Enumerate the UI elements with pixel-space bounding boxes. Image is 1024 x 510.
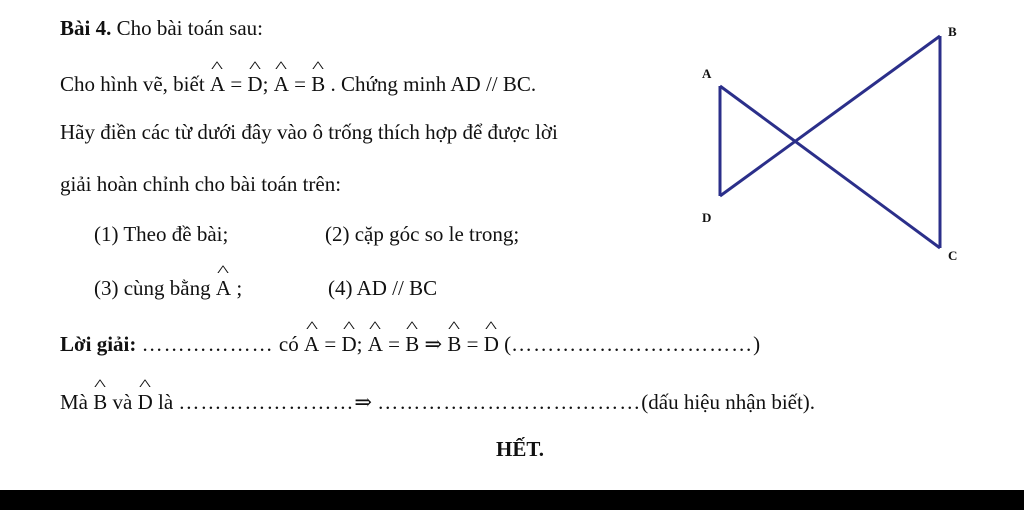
angle-b: ^ B <box>311 72 325 97</box>
problem-title-text: Cho bài toán sau: <box>116 16 263 40</box>
va-word: và <box>112 390 133 414</box>
bottom-bar <box>0 490 1024 510</box>
given-line <box>60 72 536 97</box>
option-3 <box>94 276 242 301</box>
equals-sign-2: = <box>294 72 306 96</box>
ma-word: Mà <box>60 390 88 414</box>
sol-angle-b: ^ B <box>405 332 419 357</box>
solution-end: (dấu hiệu nhận biết). <box>641 390 816 414</box>
option-3-suffix: ; <box>236 276 243 300</box>
solution-line-2 <box>60 390 815 415</box>
figure-segment-a-c <box>720 86 940 248</box>
sol2-angle-b: ^ B <box>93 390 107 415</box>
blank-4: ……………………………… <box>377 390 642 414</box>
blank-2: …………………………… <box>511 332 754 356</box>
label-b: B <box>948 24 957 39</box>
sol-angle-d-2: ^ D <box>484 332 499 357</box>
given-prefix: Cho hình vẽ, biết <box>60 72 205 96</box>
given-suffix: . Chứng minh AD // BC. <box>330 72 537 96</box>
instruction-line-1: Hãy điền các từ dưới đây vào ô trống thích hợp để được lời <box>60 120 558 144</box>
problem-number: Bài 4. <box>60 16 112 40</box>
option-2: (2) cặp góc so le trong; <box>325 222 520 246</box>
blank-1: ……………… <box>141 332 274 356</box>
label-c: C <box>948 248 958 263</box>
equals-sign: = <box>230 72 243 96</box>
instruction-line-2: giải hoàn chỉnh cho bài toán trên: <box>60 172 342 196</box>
option-1: (1) Theo đề bài; <box>94 222 229 246</box>
paren-close: ) <box>753 332 761 356</box>
sol-angle-a: ^ A <box>304 332 319 357</box>
sol-angle-d: ^ D <box>341 332 356 357</box>
sol2-angle-d: ^ D <box>138 390 153 415</box>
angle-a-2: ^ A <box>274 72 289 97</box>
sol-eq-3: = <box>466 332 479 356</box>
co-word: có <box>278 332 299 356</box>
option-4: (4) AD // BC <box>328 276 438 300</box>
sol-angle-b-2: ^ B <box>447 332 461 357</box>
arrow: ⇒ <box>354 390 373 414</box>
sol-eq-2: = <box>388 332 401 356</box>
geometry-figure <box>690 18 980 278</box>
blank-3: …………………… <box>178 390 355 414</box>
sol-semicolon: ; <box>356 332 363 356</box>
end-marker: HẾT. <box>496 437 545 461</box>
la-word: là <box>158 390 174 414</box>
sol-angle-a-2: ^ A <box>368 332 383 357</box>
label-a: A <box>702 66 712 81</box>
semicolon: ; <box>262 72 269 96</box>
sol-eq-1: = <box>324 332 337 356</box>
angle-d: ^ D <box>247 72 262 97</box>
label-d: D <box>702 210 712 225</box>
option-3-angle: ^ A <box>216 276 231 301</box>
sol-implies: ⇒ <box>424 332 443 356</box>
figure-segment-b-d <box>720 36 940 196</box>
solution-line-1 <box>60 332 760 357</box>
paren-open: ( <box>504 332 512 356</box>
problem-title <box>60 16 263 41</box>
option-3-prefix: (3) cùng bằng <box>94 276 211 300</box>
solution-label: Lời giải: <box>60 332 137 356</box>
angle-a: ^ A <box>210 72 225 97</box>
